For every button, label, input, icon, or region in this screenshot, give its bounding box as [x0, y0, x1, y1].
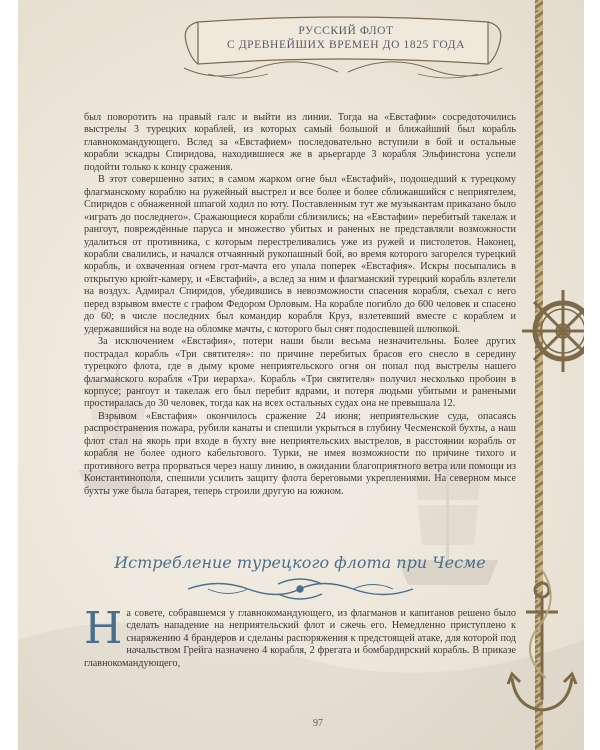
paragraph-3: За исключением «Евстафия», потери наши были весьма незначительны. Более других пострадал корабль «Три святителя»: по причине перебитых брасов его снесло в середину турецкого флота, где в дыму кроме неприятельского огня он попал под выстрелы нашего флагманского корабля «Три иерарха». Корабль «Три святителя» получил несколько пробоин в корпусе; рангоут и такелаж его был перебит ядрами, и потеря людьми убитыми и ранеными простиралась до 30 человек, тогда как на всех остальных судах она не превышала 12. [84, 336, 516, 410]
header-title-line2: С ДРЕВНЕЙШИХ ВРЕМЕН ДО 1825 ГОДА [226, 39, 466, 51]
drop-cap-letter: Н [84, 603, 123, 654]
section-heading: Истребление турецкого флота при Чесме [114, 553, 486, 572]
ornamental-divider [178, 576, 423, 602]
header-title-line1: РУССКИЙ ФЛОТ [298, 25, 394, 37]
section-intro-text: а совете, собравшемся у главнокомандующего, из флагманов и капитанов решено было сделать нападение на неприятельский флот и сжечь его. Немедленно приступлено к снаряжению 4 брандеров и сделаны распоряжения к предстоящей атаке, для которой под начальством Грейга назначено 4 корабля, 2 фрегата и бомбардирский корабль. В приказе главнокомандующего, [84, 608, 516, 669]
paragraph-1: был поворотить на правый галс и выйти из линии. Тогда на «Евстафии» сосредоточились выстрелы 3 турецких кораблей, из которых самый большой и ближайший был корабль главнокомандующего. Вслед за «Евстафием» последовательно вступили в бой и остальные корабли эскадры Спиридова, находившиеся же в арьергарде 3 корабля Эльфинстона успели подойти только к концу сражения. [84, 112, 516, 173]
paragraph-2: В этот совершенно затих; в самом жарком огне был «Евстафий», подошедший к турецкому флагманскому кораблю на ружейный выстрел и все более и более сближавшийся с неприятелем, Спиридов с обнаженной шпагой ходил по юту. Поставленным тут же музыкантам приказано было «играть до последнего». Сражающиеся корабли сблизились; на «Евстафии» перебитый такелаж и рангоут, повреждённые паруса и множество убитых и раненых не представляли возможности удалиться от противника, с которым перестреливались уже из ружей и пистолетов. Наконец, корабли свалились, и начался отчаянный рукопашный бой, во время которого загорелся турецкий корабль, и охваченная огнем грот-мачта его упала поперек «Евстафия». Искры посыпались в открытую крюйт-камеру, и «Евстафий», а вслед за ним и флагманский турецкий корабль взлетели на воздух. Адмирал Спиридов, убедившись в невозможности спасения корабля, съехал с него перед взрывом вместе с графом Федором Орловым. На корабле погибло до 600 человек и спасено до 60; в числе последних был командир корабля Круз, взлетевший вместе с кораблем и удержавшийся на воде на обломке мачты, с которого был снят подоспевшей шлюпкой. [84, 174, 516, 335]
ship-wheel-icon [518, 286, 584, 376]
header-title [196, 24, 496, 52]
section-intro [84, 603, 516, 670]
paragraph-4: Взрывом «Евстафия» окончилось сражение 24 июня; неприятельские суда, опасаясь распространения пожара, рубили канаты и спешили укрыться в глубину Чесменской бухты, а наш флот стал на якорь при входе в бухту вне неприятельских выстрелов, в расстоянии корабль от корабля не более одного кабельтового. Турки, не имея возможности по причине тихого и противного ветра прорваться через нашу линию, в ожидании благоприятного ветра или помощи из Константинополя, спешили усилить защиту флота береговыми укреплениями. На северном мысе бухты уже была батарея, теперь строили другую на южном. [84, 410, 516, 497]
book-page [18, 0, 584, 750]
main-body-text [84, 112, 516, 498]
page-number: 97 [313, 718, 323, 729]
